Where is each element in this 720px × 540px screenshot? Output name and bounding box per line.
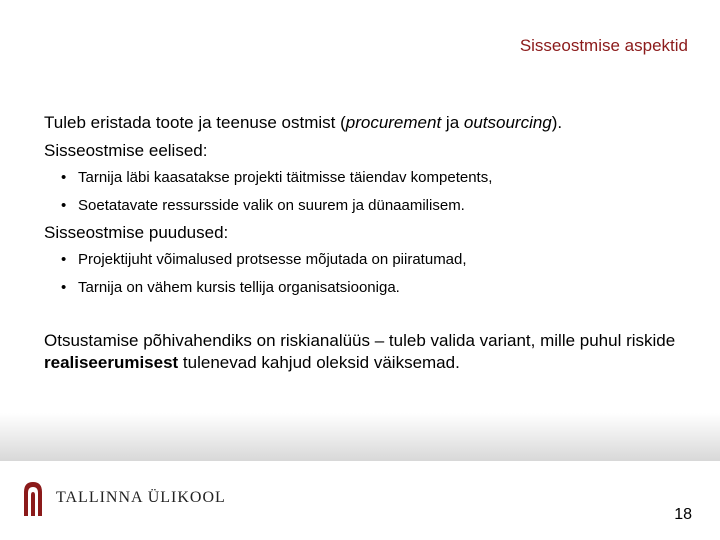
logo-text: TALLINNA ÜLIKOOL (56, 489, 226, 506)
bullet-icon: • (61, 197, 67, 214)
procurement-term: procurement (345, 113, 442, 132)
intro-text: Tuleb eristada toote ja teenuse ostmist (procurement ja outsourcing). (44, 113, 563, 132)
conclusion-text: Otsustamise põhivahendiks on riskianalüüs – tuleb valida variant, mille puhul riskide realiseerumisest tulenevad kahjud oleksid väiksemad. (44, 331, 676, 372)
slide-content (44, 112, 684, 374)
advantage-item: • Tarnija läbi kaasatakse projekti täitmisse täiendav kompetents, (61, 169, 493, 186)
disadvantages-heading: Sisseostmise puudused: (44, 223, 229, 242)
disadvantage-item: • Projektijuht võimalused protsesse mõjutada on piiratumad, (61, 251, 467, 268)
outsourcing-term: outsourcing (463, 113, 552, 132)
slide-title: Sisseostmise aspektid (519, 36, 688, 55)
advantage-item: • Soetatavate ressursside valik on suurem ja dünaamilisem. (61, 197, 465, 214)
page-number: 18 (674, 506, 692, 523)
disadvantage-item: • Tarnija on vähem kursis tellija organisatsiooniga. (61, 279, 400, 296)
tallinn-university-logo (22, 478, 226, 518)
realization-term: realiseerumisest (44, 353, 179, 372)
tallinn-university-arch-icon (22, 480, 44, 516)
footer-band (0, 413, 720, 461)
bullet-icon: • (61, 251, 67, 268)
bullet-icon: • (61, 279, 67, 296)
bullet-icon: • (61, 169, 67, 186)
advantages-heading: Sisseostmise eelised: (44, 141, 208, 160)
